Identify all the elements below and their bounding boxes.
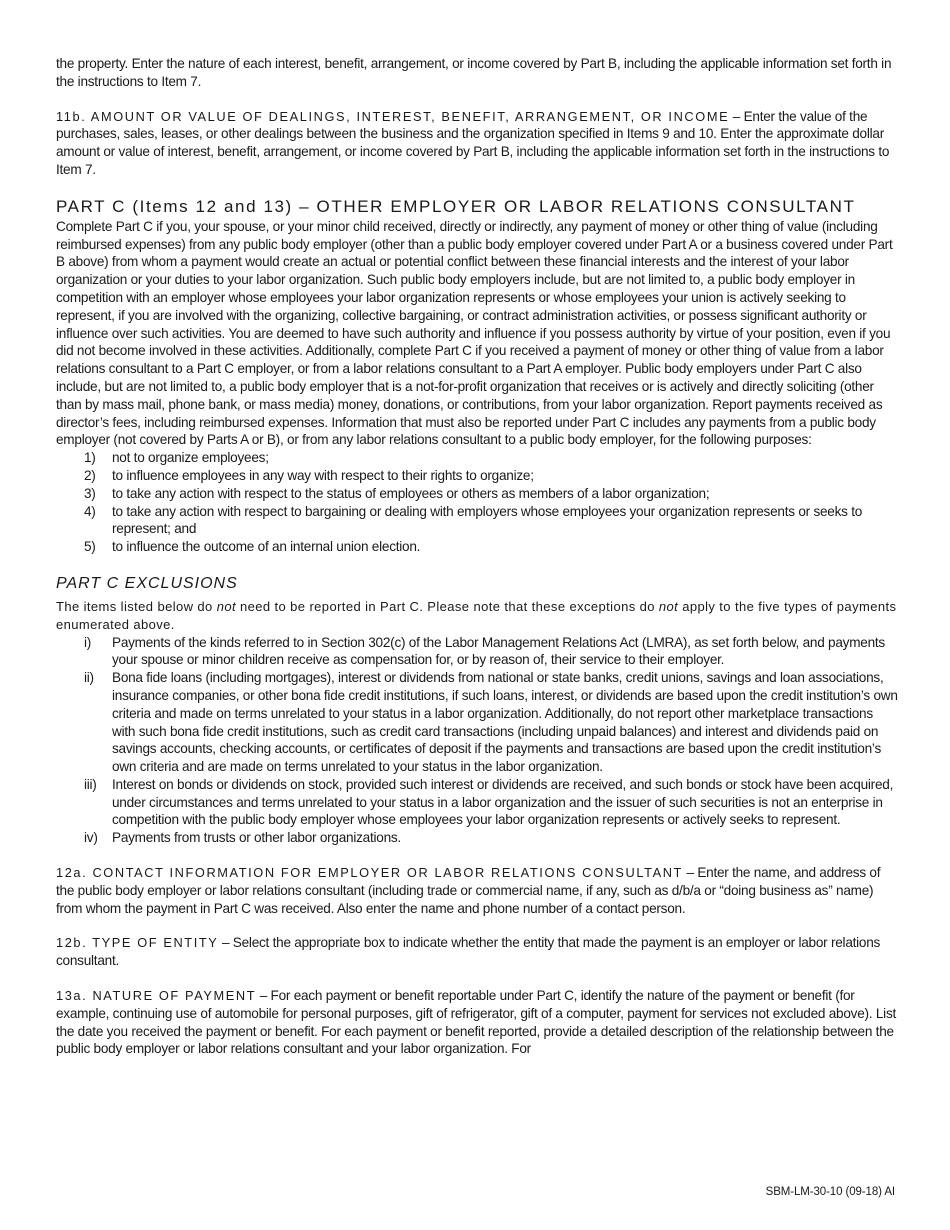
list-item-number: iv) (84, 830, 98, 846)
list-item (56, 449, 898, 467)
list-item-number: 4) (84, 503, 96, 519)
item-12a-text: – Enter the name, and address of the public body employer or labor relations consultant (including trade or commercial name, if any, such as d/b/a or “doing business as” name) from whom the payment in Part C was received. Also enter the name and phone number of a contact person. (56, 865, 881, 916)
item-13a-heading: 13a. NATURE OF PAYMENT (56, 988, 257, 1004)
list-item (56, 669, 898, 776)
part-c-purposes-list (56, 449, 898, 556)
item-11b-text: – Enter the value of the purchases, sales, leases, or other dealings between the business and the organization specified in Items 9 and 10. Enter the approximate dollar amount or value of interest, benefit, arrangement, or income covered by Part B, including the applicable information set forth in the instructions to Item 7. (56, 108, 890, 177)
item-12a-heading: 12a. CONTACT INFORMATION FOR EMPLOYER OR LABOR RELATIONS CONSULTANT (56, 865, 683, 881)
list-item (56, 776, 898, 829)
exclusions-list (56, 634, 898, 848)
list-item-text: to influence employees in any way with respect to their rights to organize; (112, 467, 534, 483)
list-item-text: to influence the outcome of an internal union election. (112, 539, 421, 555)
list-item (56, 538, 898, 556)
list-item (56, 503, 898, 539)
list-item-number: 5) (84, 539, 96, 555)
item-12b-heading: 12b. TYPE OF ENTITY (56, 935, 219, 951)
list-item-text: to take any action with respect to bargaining or dealing with employers whose employees your organization represents or seeks to represent; and (112, 503, 863, 537)
list-item-number: i) (84, 634, 92, 650)
list-item-number: 2) (84, 467, 96, 483)
list-item-text: Payments of the kinds referred to in Section 302(c) of the Labor Management Relations Act (LMRA), as set forth below, and payments your spouse or minor children receive as compensation for, or by reason of, their service to their employer. (112, 634, 885, 668)
list-item (56, 467, 898, 485)
list-item-text: Bona fide loans (including mortgages), interest or dividends from national or state banks, credit unions, savings and loan associations, insurance companies, or other bona fide credit institutions, if such loans, interest, or dividends are based upon the credit institution’s own criteria and made on terms unrelated to your status in a labor organization. Additionally, do not report other marketplace transactions with such bona fide credit institutions, such as credit card transactions (including unpaid balances) and interest and dividends paid on savings accounts, checking accounts, or certificates of deposit if the payments and transactions are based upon the credit institution’s own criteria and are made on terms unrelated to your status in the labor organization. (112, 670, 898, 775)
item-13a-text: – For each payment or benefit reportable under Part C, identify the nature of the payment or benefit (for example, continuing use of automobile for personal purposes, gift of refrigerator, gift of a computer, payment for services not excluded above). List the date you received the payment or benefit. For each payment or benefit reported, provide a detailed description of the relationship between the public body employer or labor relations consultant and your labor organization. For (56, 988, 897, 1057)
item-11b-heading: 11b. AMOUNT OR VALUE OF DEALINGS, INTEREST, BENEFIT, ARRANGEMENT, OR INCOME (56, 108, 730, 124)
list-item-text: Payments from trusts or other labor organizations. (112, 830, 401, 846)
list-item-text: not to organize employees; (112, 450, 269, 466)
intro-paragraph: the property. Enter the nature of each interest, benefit, arrangement, or income covered by Part B, including the applicable information set forth in the instructions to Item 7. (56, 56, 892, 89)
list-item (56, 634, 898, 670)
document-page (56, 55, 898, 1058)
exclusions-intro: The items listed below do not need to be reported in Part C. Please note that these exceptions do not apply to the five types of payments enumerated above. (56, 598, 897, 632)
list-item-number: ii) (84, 670, 94, 686)
part-c-title: PART C (Items 12 and 13) – OTHER EMPLOYER OR LABOR RELATIONS CONSULTANT (56, 196, 856, 216)
list-item (56, 829, 898, 847)
list-item-number: iii) (84, 776, 97, 792)
form-id-footer: SBM-LM-30-10 (09-18) AI (765, 1186, 895, 1198)
list-item-text: to take any action with respect to the status of employees or others as members of a labor organization; (112, 485, 710, 501)
exclusions-title: PART C EXCLUSIONS (56, 574, 238, 592)
list-item-text: Interest on bonds or dividends on stock, provided such interest or dividends are received, and such bonds or stock have been acquired, under circumstances and terms unrelated to your status in a labor organization and the issuer of such securities is not an enterprise in competition with the public body employer whose employees your labor organization represents or actively seeks to represent. (112, 776, 894, 828)
item-12a-paragraph (56, 864, 898, 917)
list-item (56, 485, 898, 503)
item-11b-paragraph (56, 108, 898, 179)
list-item-number: 3) (84, 485, 96, 501)
item-12b-paragraph (56, 934, 898, 970)
part-c-body: Complete Part C if you, your spouse, or your minor child received, directly or indirectly, any payment of money or other thing of value (including reimbursed expenses) from any public body employer (other than a public body employer covered under Part A or a business covered under Part B above) from whom a payment would create an actual or potential conflict between these financial interests and the interest of your labor organization or your duties to your labor organization. Such public body employers include, but are not limited to, a public body employer in competition with an employer whose employees your labor organization represents or whose employees your union is actively seeking to represent, if you are involved with the organizing, collective bargaining, or contract administration activities, or possess significant authority or influence over such activities. You are deemed to have such authority and influence if you possess authority by virtue of your position, even if you did not become involved in these activities. Additionally, complete Part C if you received a payment of money or other thing of value from a labor relations consultant to a Part C employer, or from a labor relations consultant to a Part A employer. Public body employers under Part C also include, but are not limited to, a public body employer that is a not-for-profit organization that receives or is actively and directly soliciting (other than by mass mail, phone bank, or mass media) money, donations, or contributions, from your labor organization. Report payments received as director’s fees, including reimbursed expenses. Information that must also be reported under Part C includes any payments from a public body employer (not covered by Parts A or B), or from any labor relations consultant to a public body employer, for the following purposes: (56, 218, 893, 448)
item-12b-text: – Select the appropriate box to indicate whether the entity that made the payment is an employer or labor relations consultant. (56, 935, 881, 969)
list-item-number: 1) (84, 450, 96, 466)
item-13a-paragraph (56, 987, 898, 1058)
